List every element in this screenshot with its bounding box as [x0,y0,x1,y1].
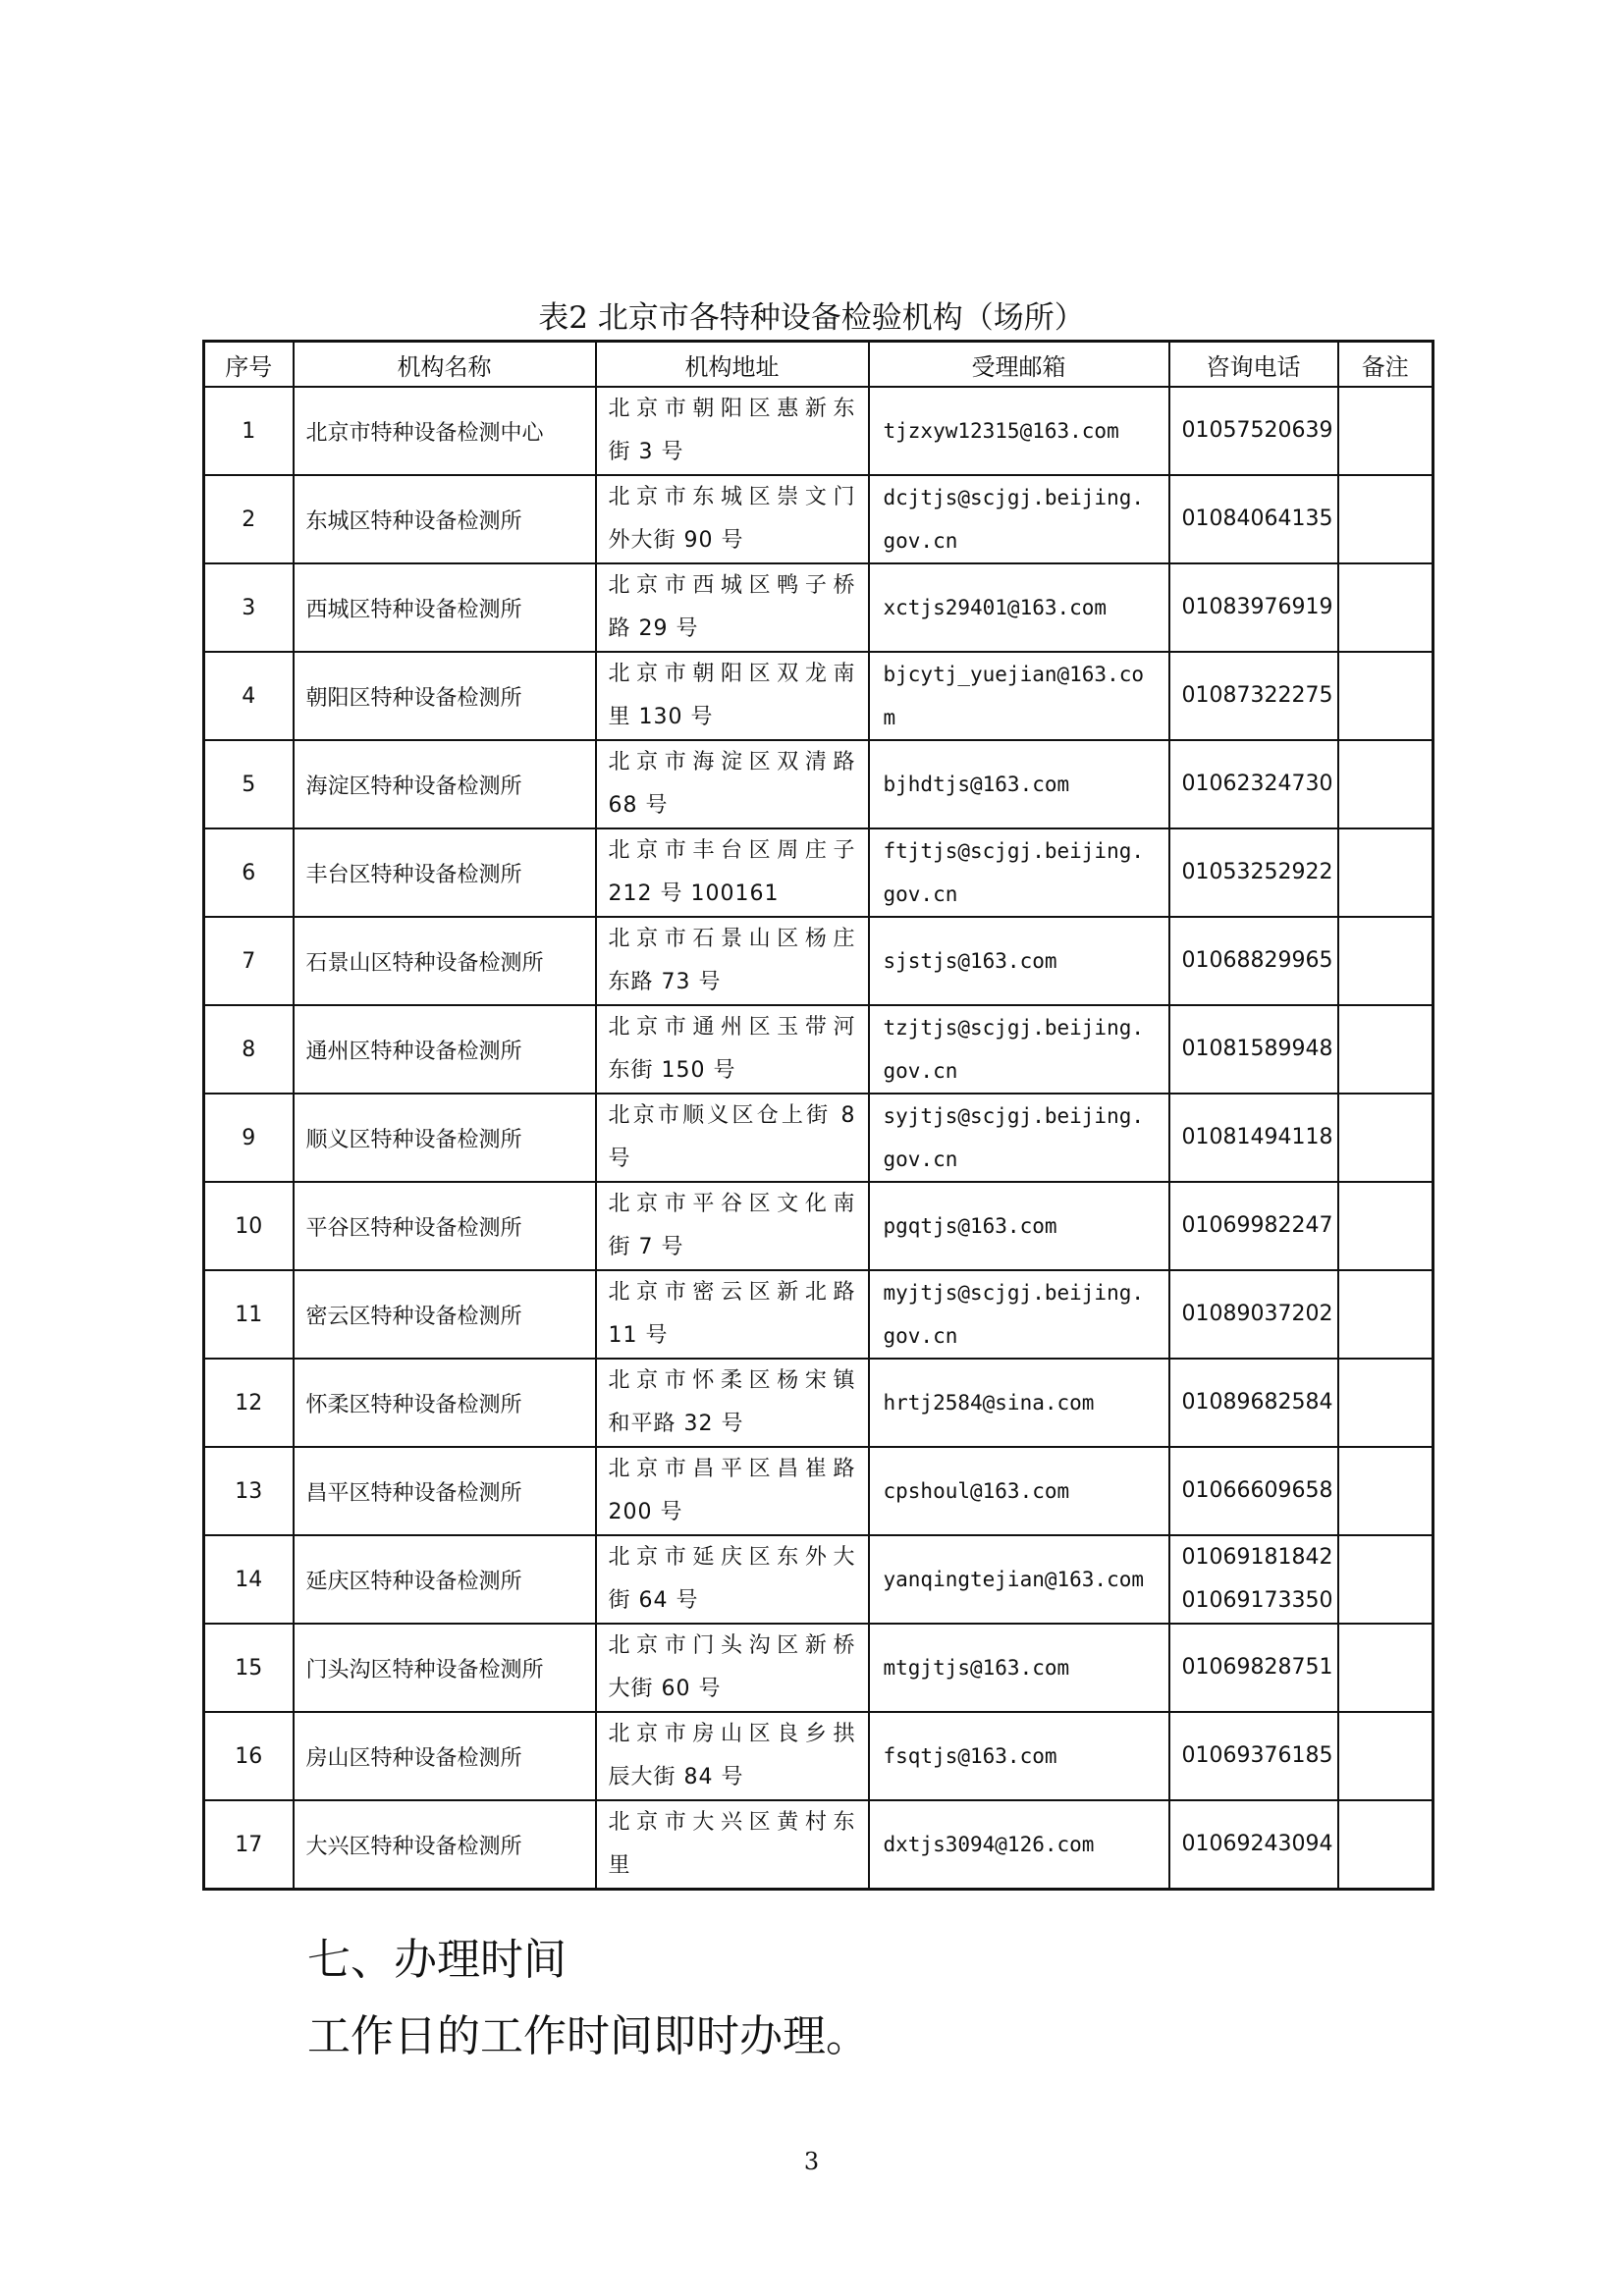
email-line: syjtjs@scjgj.beijing. [883,1104,1145,1128]
address-line: 北京市朝阳区惠新东 [608,397,856,421]
agency-note [1338,1270,1434,1359]
agency-address [596,652,869,740]
row-number: 16 [204,1712,294,1800]
table-row [204,1447,1434,1535]
agency-phone [1169,740,1338,828]
agency-address [596,740,869,828]
agency-address [596,563,869,652]
agency-name: 顺义区特种设备检测所 [294,1094,596,1182]
agency-name: 大兴区特种设备检测所 [294,1800,596,1890]
email-line: bjcytj_yuejian@163.co [883,663,1145,686]
agency-note [1338,1005,1434,1094]
email-line: gov.cn [883,1148,958,1171]
agency-phone [1169,917,1338,1005]
agency-phone [1169,652,1338,740]
address-line: 200 号 [608,1500,683,1524]
row-number: 14 [204,1535,294,1624]
address-line: 街 3 号 [608,440,684,464]
agency-email [869,828,1169,917]
agency-email [869,1447,1169,1535]
address-line: 路 29 号 [608,616,699,641]
address-line: 北京市朝阳区双龙南 [608,662,856,686]
agency-name: 延庆区特种设备检测所 [294,1535,596,1624]
agency-email [869,652,1169,740]
header-no: 序号 [204,342,294,388]
agency-phone [1169,387,1338,475]
address-line: 北京市通州区玉带河 [608,1015,856,1040]
header-name: 机构名称 [294,342,596,388]
email-line: gov.cn [883,882,958,906]
agency-address [596,387,869,475]
address-line: 11 号 [608,1323,669,1348]
table-row [204,1094,1434,1182]
phone-line: 01066609658 [1181,1478,1333,1503]
email-line: m [883,706,896,729]
email-line: mtgjtjs@163.com [883,1656,1070,1680]
row-number: 7 [204,917,294,1005]
address-line: 68 号 [608,793,669,818]
header-email: 受理邮箱 [869,342,1169,388]
agency-email [869,475,1169,563]
agency-email [869,1712,1169,1800]
agency-phone [1169,828,1338,917]
address-line: 东路 73 号 [608,970,722,994]
table-row [204,1800,1434,1890]
agency-name: 通州区特种设备检测所 [294,1005,596,1094]
row-number: 6 [204,828,294,917]
agency-address [596,917,869,1005]
phone-line: 01069173350 [1181,1588,1333,1613]
phone-line: 01069243094 [1181,1832,1333,1856]
email-line: bjhdtjs@163.com [883,773,1070,796]
phone-line: 01053252922 [1181,860,1333,884]
phone-line: 01089682584 [1181,1390,1333,1415]
phone-line: 01083976919 [1181,595,1333,619]
email-line: sjstjs@163.com [883,949,1057,973]
email-line: cpshoul@163.com [883,1479,1070,1503]
address-line: 北京市大兴区黄村东 [608,1810,856,1835]
table-row [204,1535,1434,1624]
address-line: 街 64 号 [608,1588,699,1613]
email-line: dxtjs3094@126.com [883,1833,1095,1856]
email-line: gov.cn [883,529,958,553]
agency-note [1338,1094,1434,1182]
address-line: 号 [608,1147,631,1171]
address-line: 北京市西城区鸭子桥 [608,573,856,598]
table-row [204,740,1434,828]
agency-address [596,1094,869,1182]
table-row [204,917,1434,1005]
header-note: 备注 [1338,342,1434,388]
row-number: 17 [204,1800,294,1890]
agency-note [1338,652,1434,740]
agency-address [596,1359,869,1447]
address-line: 北京市密云区新北路 [608,1280,856,1305]
phone-line: 01069181842 [1181,1545,1333,1570]
inspection-agencies-table [202,340,1434,1891]
address-line: 里 130 号 [608,705,714,729]
agency-name: 昌平区特种设备检测所 [294,1447,596,1535]
agency-note [1338,828,1434,917]
row-number: 4 [204,652,294,740]
agency-email [869,917,1169,1005]
email-line: dcjtjs@scjgj.beijing. [883,486,1145,509]
agency-phone [1169,1270,1338,1359]
table-row [204,1182,1434,1270]
agency-email [869,1359,1169,1447]
address-line: 北京市房山区良乡拱 [608,1722,856,1746]
agency-address [596,828,869,917]
agency-phone [1169,1094,1338,1182]
agency-name: 怀柔区特种设备检测所 [294,1359,596,1447]
email-line: xctjs29401@163.com [883,596,1108,619]
agency-name: 密云区特种设备检测所 [294,1270,596,1359]
agency-name: 丰台区特种设备检测所 [294,828,596,917]
table-row [204,828,1434,917]
phone-line: 01087322275 [1181,683,1333,708]
address-line: 外大街 90 号 [608,528,744,553]
phone-line: 01089037202 [1181,1302,1333,1326]
agency-address [596,1447,869,1535]
header-address: 机构地址 [596,342,869,388]
table-header-row [204,342,1434,388]
row-number: 8 [204,1005,294,1094]
address-line: 北京市昌平区昌崔路 [608,1457,856,1481]
address-line: 北京市石景山区杨庄 [608,927,856,951]
agency-email [869,740,1169,828]
agency-address [596,1624,869,1712]
phone-line: 01069376185 [1181,1743,1333,1768]
address-line: 北京市顺义区仓上街 8 [608,1103,856,1128]
row-number: 10 [204,1182,294,1270]
phone-line: 01081589948 [1181,1037,1333,1061]
table-row [204,1624,1434,1712]
agency-note [1338,1624,1434,1712]
agency-email [869,563,1169,652]
agency-note [1338,1800,1434,1890]
row-number: 12 [204,1359,294,1447]
email-line: tzjtjs@scjgj.beijing. [883,1016,1145,1040]
agency-email [869,1005,1169,1094]
agency-email [869,1535,1169,1624]
phone-line: 01084064135 [1181,507,1333,531]
row-number: 15 [204,1624,294,1712]
agency-phone [1169,1359,1338,1447]
row-number: 5 [204,740,294,828]
agency-note [1338,917,1434,1005]
agency-note [1338,1712,1434,1800]
table-row [204,387,1434,475]
table-row [204,1005,1434,1094]
address-line: 里 [608,1853,631,1878]
address-line: 大街 60 号 [608,1677,722,1701]
table-row [204,475,1434,563]
address-line: 北京市延庆区东外大 [608,1545,856,1570]
agency-email [869,1624,1169,1712]
agency-address [596,1270,869,1359]
address-line: 212 号 100161 [608,881,780,906]
agency-address [596,1182,869,1270]
table-row [204,652,1434,740]
agency-name: 北京市特种设备检测中心 [294,387,596,475]
agency-name: 东城区特种设备检测所 [294,475,596,563]
row-number: 3 [204,563,294,652]
table-row [204,1359,1434,1447]
email-line: tjzxyw12315@163.com [883,419,1119,443]
table-row [204,1270,1434,1359]
row-number: 2 [204,475,294,563]
agency-note [1338,1359,1434,1447]
agency-name: 海淀区特种设备检测所 [294,740,596,828]
email-line: myjtjs@scjgj.beijing. [883,1281,1145,1305]
phone-line: 01057520639 [1181,418,1333,443]
address-line: 北京市平谷区文化南 [608,1192,856,1216]
phone-line: 01081494118 [1181,1125,1333,1149]
email-line: ftjtjs@scjgj.beijing. [883,839,1145,863]
agency-email [869,387,1169,475]
page-number: 3 [803,2148,820,2175]
agency-name: 房山区特种设备检测所 [294,1712,596,1800]
address-line: 北京市怀柔区杨宋镇 [608,1368,856,1393]
section-body: 工作日的工作时间即时办理。 [307,2011,869,2061]
agency-email [869,1182,1169,1270]
agency-email [869,1800,1169,1890]
email-line: fsqtjs@163.com [883,1744,1057,1768]
header-phone: 咨询电话 [1169,342,1338,388]
email-line: yanqingtejian@163.com [883,1568,1145,1591]
table-row [204,1712,1434,1800]
agency-note [1338,1535,1434,1624]
agency-note [1338,475,1434,563]
agency-name: 西城区特种设备检测所 [294,563,596,652]
agency-email [869,1270,1169,1359]
agency-address [596,1005,869,1094]
email-line: pgqtjs@163.com [883,1214,1057,1238]
agency-name: 朝阳区特种设备检测所 [294,652,596,740]
agency-phone [1169,1800,1338,1890]
agency-address [596,1535,869,1624]
agency-phone [1169,1624,1338,1712]
row-number: 9 [204,1094,294,1182]
table-row [204,563,1434,652]
address-line: 北京市东城区崇文门 [608,485,856,509]
address-line: 北京市丰台区周庄子 [608,838,856,863]
row-number: 11 [204,1270,294,1359]
phone-line: 01069982247 [1181,1213,1333,1238]
agency-name: 平谷区特种设备检测所 [294,1182,596,1270]
agency-address [596,1712,869,1800]
agency-name: 门头沟区特种设备检测所 [294,1624,596,1712]
agency-phone [1169,563,1338,652]
row-number: 1 [204,387,294,475]
address-line: 辰大街 84 号 [608,1765,744,1789]
address-line: 和平路 32 号 [608,1412,744,1436]
agency-phone [1169,1712,1338,1800]
agency-address [596,475,869,563]
row-number: 13 [204,1447,294,1535]
phone-line: 01062324730 [1181,772,1333,796]
agency-phone [1169,475,1338,563]
agency-phone [1169,1447,1338,1535]
address-line: 北京市门头沟区新桥 [608,1633,856,1658]
section-heading: 七、办理时间 [307,1935,567,1985]
table-title: 表2 北京市各特种设备检验机构（场所） [538,300,1085,336]
agency-note [1338,1182,1434,1270]
agency-note [1338,563,1434,652]
agency-email [869,1094,1169,1182]
agency-note [1338,1447,1434,1535]
agency-phone [1169,1535,1338,1624]
address-line: 东街 150 号 [608,1058,736,1083]
email-line: hrtj2584@sina.com [883,1391,1095,1415]
email-line: gov.cn [883,1059,958,1083]
email-line: gov.cn [883,1324,958,1348]
phone-line: 01068829965 [1181,948,1333,973]
address-line: 北京市海淀区双清路 [608,750,856,774]
address-line: 街 7 号 [608,1235,684,1259]
agency-note [1338,387,1434,475]
agency-name: 石景山区特种设备检测所 [294,917,596,1005]
agency-note [1338,740,1434,828]
phone-line: 01069828751 [1181,1655,1333,1680]
agency-phone [1169,1005,1338,1094]
agency-phone [1169,1182,1338,1270]
agency-address [596,1800,869,1890]
